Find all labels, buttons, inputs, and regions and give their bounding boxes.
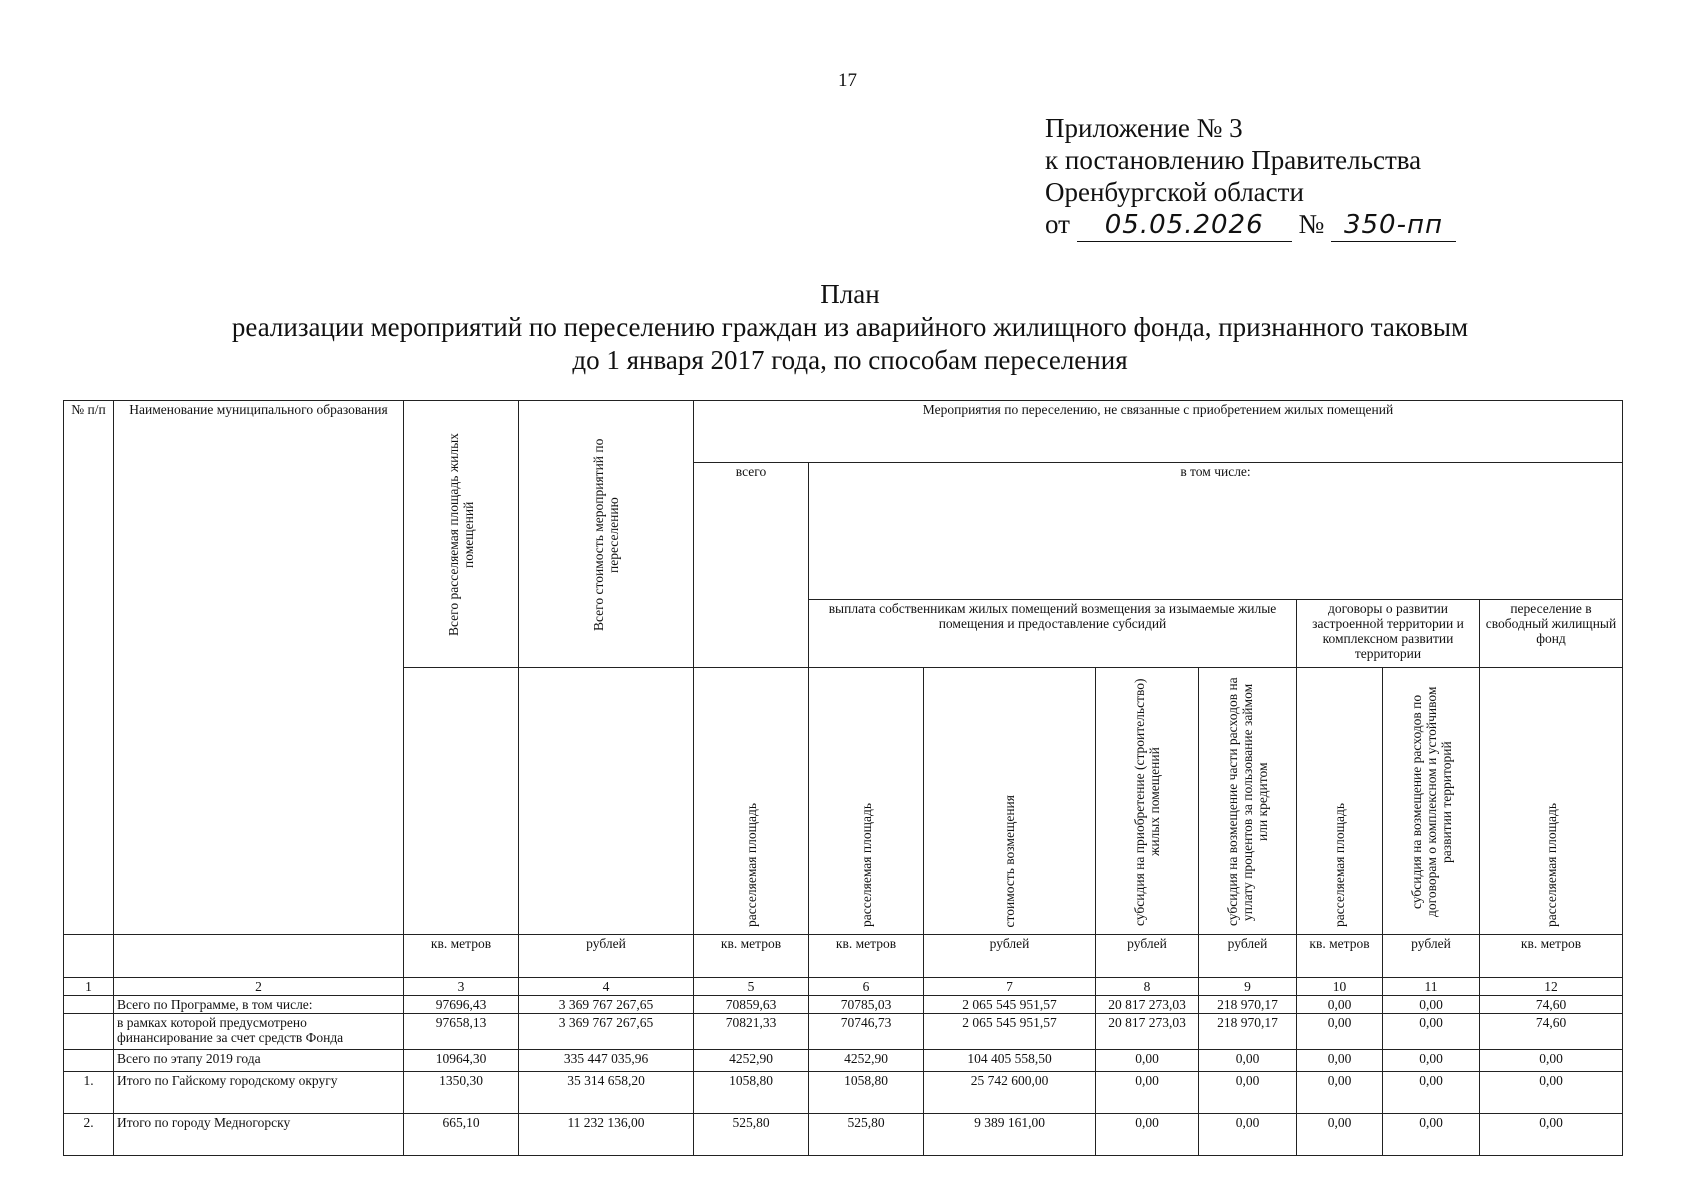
number-label: № (1298, 209, 1325, 239)
cell: 0,00 (1383, 1014, 1480, 1050)
cell: 0,00 (1096, 1072, 1199, 1114)
header-contracts: договоры о развитии застроенной территории и комплексном развитии территории (1297, 600, 1480, 668)
header-name: Наименование муниципального образования (114, 401, 404, 935)
appendix-line-3: Оренбургской области (1045, 177, 1304, 207)
header-total-cost-sub (519, 668, 694, 935)
row-name: Всего по этапу 2019 года (114, 1050, 404, 1072)
row-no: 1. (64, 1072, 114, 1114)
cell: 70821,33 (694, 1014, 809, 1050)
cell: 70785,03 (809, 996, 924, 1014)
cell: 0,00 (1383, 1114, 1480, 1156)
header-subsidy-interest: субсидия на возмещение части расходов на уплату процентов за пользование займом или кредитом (1199, 668, 1297, 935)
row-name: Всего по Программе, в том числе: (114, 996, 404, 1014)
column-number: 7 (924, 978, 1096, 996)
header-including: в том числе: (809, 463, 1623, 600)
cell: 218 970,17 (1199, 996, 1297, 1014)
column-number: 2 (114, 978, 404, 996)
cell: 4252,90 (809, 1050, 924, 1072)
row-no (64, 1014, 114, 1050)
cell: 2 065 545 951,57 (924, 996, 1096, 1014)
header-total-area-sub (404, 668, 519, 935)
cell: 0,00 (1480, 1114, 1623, 1156)
unit-cell: рублей (519, 935, 694, 978)
cell: 0,00 (1383, 1050, 1480, 1072)
column-number: 3 (404, 978, 519, 996)
title-line-2: реализации мероприятий по переселению граждан из аварийного жилищного фонда, признанного таковым (231, 312, 1469, 342)
cell: 20 817 273,03 (1096, 1014, 1199, 1050)
column-number: 4 (519, 978, 694, 996)
cell: 0,00 (1199, 1114, 1297, 1156)
table-row (64, 1014, 1623, 1050)
units-row (64, 935, 1623, 978)
unit-cell: кв. метров (1480, 935, 1623, 978)
cell: 0,00 (1199, 1072, 1297, 1114)
cell: 35 314 658,20 (519, 1072, 694, 1114)
cell: 0,00 (1480, 1072, 1623, 1114)
title-line-3: до 1 января 2017 года, по способам переселения (572, 345, 1128, 375)
page-number: 17 (838, 70, 857, 91)
column-number: 6 (809, 978, 924, 996)
unit-cell: кв. метров (694, 935, 809, 978)
title-line-1: План (820, 279, 880, 309)
cell: 1350,30 (404, 1072, 519, 1114)
cell: 70746,73 (809, 1014, 924, 1050)
header-compensation-cost: стоимость возмещения (924, 668, 1096, 935)
unit-cell: рублей (924, 935, 1096, 978)
cell: 525,80 (694, 1114, 809, 1156)
column-number: 5 (694, 978, 809, 996)
table-row (64, 1114, 1623, 1156)
cell: 1058,80 (809, 1072, 924, 1114)
column-numbers-row (64, 978, 1623, 996)
cell: 2 065 545 951,57 (924, 1014, 1096, 1050)
cell: 104 405 558,50 (924, 1050, 1096, 1072)
appendix-line-2: к постановлению Правительства (1045, 145, 1422, 175)
cell: 0,00 (1297, 1072, 1383, 1114)
appendix-date-line (1045, 208, 1456, 242)
header-no: № п/п (64, 401, 114, 935)
handwritten-number: 350-пп (1331, 209, 1456, 242)
header-all: всего (694, 463, 809, 668)
from-label: от (1045, 209, 1070, 239)
header-measures: Мероприятия по переселению, не связанные с приобретением жилых помещений (694, 401, 1623, 463)
header-all-area: расселяемая площадь (694, 668, 809, 935)
unit-cell: рублей (1096, 935, 1199, 978)
cell: 74,60 (1480, 1014, 1623, 1050)
row-no (64, 996, 114, 1014)
cell: 97658,13 (404, 1014, 519, 1050)
unit-cell (64, 935, 114, 978)
cell: 525,80 (809, 1114, 924, 1156)
plan-table-wrapper (63, 400, 1623, 1156)
cell: 665,10 (404, 1114, 519, 1156)
cell: 0,00 (1096, 1050, 1199, 1072)
cell: 0,00 (1096, 1114, 1199, 1156)
appendix-block (1045, 112, 1456, 242)
cell: 9 389 161,00 (924, 1114, 1096, 1156)
cell: 0,00 (1480, 1050, 1623, 1072)
row-no (64, 1050, 114, 1072)
cell: 3 369 767 267,65 (519, 1014, 694, 1050)
unit-cell (114, 935, 404, 978)
cell: 0,00 (1383, 1072, 1480, 1114)
column-number: 8 (1096, 978, 1199, 996)
unit-cell: кв. метров (1297, 935, 1383, 978)
unit-cell: рублей (1199, 935, 1297, 978)
table-row (64, 1050, 1623, 1072)
header-free-fund: переселение в свободный жилищный фонд (1480, 600, 1623, 668)
cell: 70859,63 (694, 996, 809, 1014)
header-subsidy-purchase: субсидия на приобретение (строительство) жилых помещений (1096, 668, 1199, 935)
column-number: 9 (1199, 978, 1297, 996)
row-name: Итого по Гайскому городскому округу (114, 1072, 404, 1114)
column-number: 12 (1480, 978, 1623, 996)
cell: 11 232 136,00 (519, 1114, 694, 1156)
unit-cell: рублей (1383, 935, 1480, 978)
header-payment: выплата собственникам жилых помещений возмещения за изымаемые жилые помещения и предоставление субсидий (809, 600, 1297, 668)
cell: 3 369 767 267,65 (519, 996, 694, 1014)
unit-cell: кв. метров (404, 935, 519, 978)
header-subsidy-contracts: субсидия на возмещение расходов по договорам о комплексном и устойчивом развитии территорий (1383, 668, 1480, 935)
cell: 4252,90 (694, 1050, 809, 1072)
cell: 1058,80 (694, 1072, 809, 1114)
cell: 20 817 273,03 (1096, 996, 1199, 1014)
column-number: 11 (1383, 978, 1480, 996)
table-row (64, 996, 1623, 1014)
cell: 74,60 (1480, 996, 1623, 1014)
row-name: в рамках которой предусмотрено финансирование за счет средств Фонда (114, 1014, 404, 1050)
unit-cell: кв. метров (809, 935, 924, 978)
header-total-cost: Всего стоимость мероприятий по переселению (519, 401, 694, 668)
column-number: 10 (1297, 978, 1383, 996)
cell: 335 447 035,96 (519, 1050, 694, 1072)
header-payment-area: расселяемая площадь (809, 668, 924, 935)
handwritten-date: 05.05.2026 (1077, 209, 1292, 242)
cell: 0,00 (1297, 996, 1383, 1014)
cell: 25 742 600,00 (924, 1072, 1096, 1114)
header-total-area: Всего расселяемая площадь жилых помещений (404, 401, 519, 668)
cell: 218 970,17 (1199, 1014, 1297, 1050)
appendix-title: Приложение № 3 (1045, 113, 1243, 143)
document-title (150, 278, 1550, 377)
cell: 0,00 (1297, 1014, 1383, 1050)
row-no: 2. (64, 1114, 114, 1156)
column-number: 1 (64, 978, 114, 996)
plan-table (63, 400, 1623, 1156)
cell: 0,00 (1297, 1114, 1383, 1156)
header-free-fund-area: расселяемая площадь (1480, 668, 1623, 935)
header-contracts-area: расселяемая площадь (1297, 668, 1383, 935)
row-name: Итого по городу Медногорску (114, 1114, 404, 1156)
cell: 10964,30 (404, 1050, 519, 1072)
table-row (64, 1072, 1623, 1114)
cell: 0,00 (1383, 996, 1480, 1014)
cell: 0,00 (1199, 1050, 1297, 1072)
cell: 0,00 (1297, 1050, 1383, 1072)
cell: 97696,43 (404, 996, 519, 1014)
